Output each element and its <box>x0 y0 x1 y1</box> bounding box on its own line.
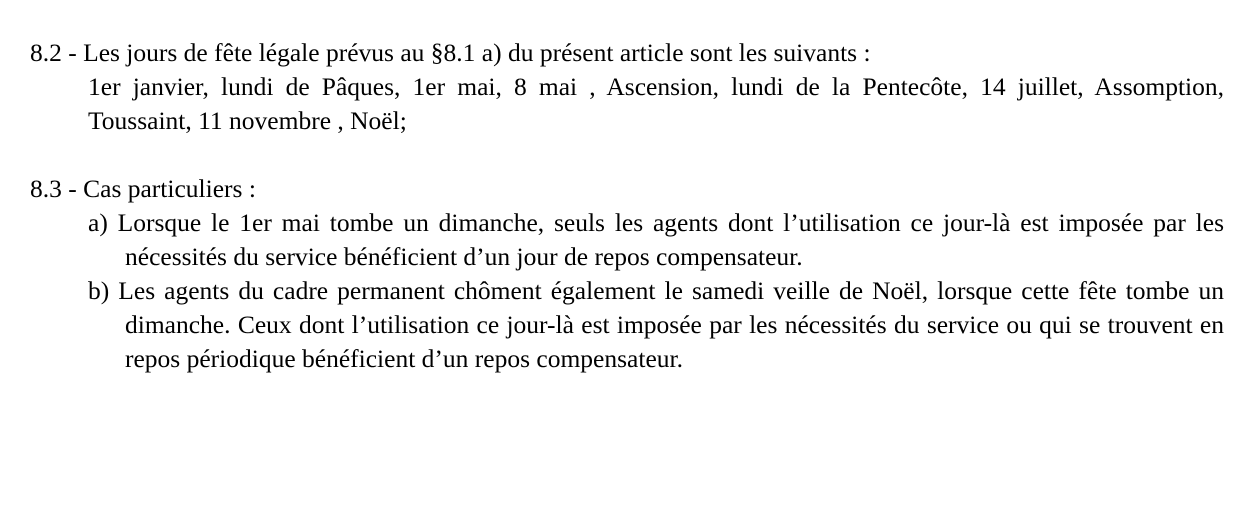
section-spacer <box>30 138 1224 172</box>
document-page <box>30 36 1224 376</box>
case-item-a: a) Lorsque le 1er mai tombe un dimanche, seuls les agents dont l’utilisation ce jour-là est imposée par les nécessités du service bénéficient d’un jour de repos compensateur. <box>88 208 1224 271</box>
section-8-2-heading: 8.2 - Les jours de fête légale prévus au §8.1 a) du présent article sont les suivants : <box>30 38 871 67</box>
case-item-b: b) Les agents du cadre permanent chôment également le samedi veille de Noël, lorsque cette fête tombe un dimanche. Ceux dont l’utilisation ce jour-là est imposée par les nécessités du service ou qui se trouvent en repos périodique bénéficient d’un repos compensateur. <box>88 276 1224 373</box>
public-holidays-list: 1er janvier, lundi de Pâques, 1er mai, 8 mai , Ascension, lundi de la Pentecôte, 14 juillet, Assomption, Toussaint, 11 novembre , Noël; <box>88 72 1224 135</box>
section-8-2 <box>30 36 1224 138</box>
section-8-3-heading: 8.3 - Cas particuliers : <box>30 174 256 203</box>
section-8-3 <box>30 172 1224 376</box>
